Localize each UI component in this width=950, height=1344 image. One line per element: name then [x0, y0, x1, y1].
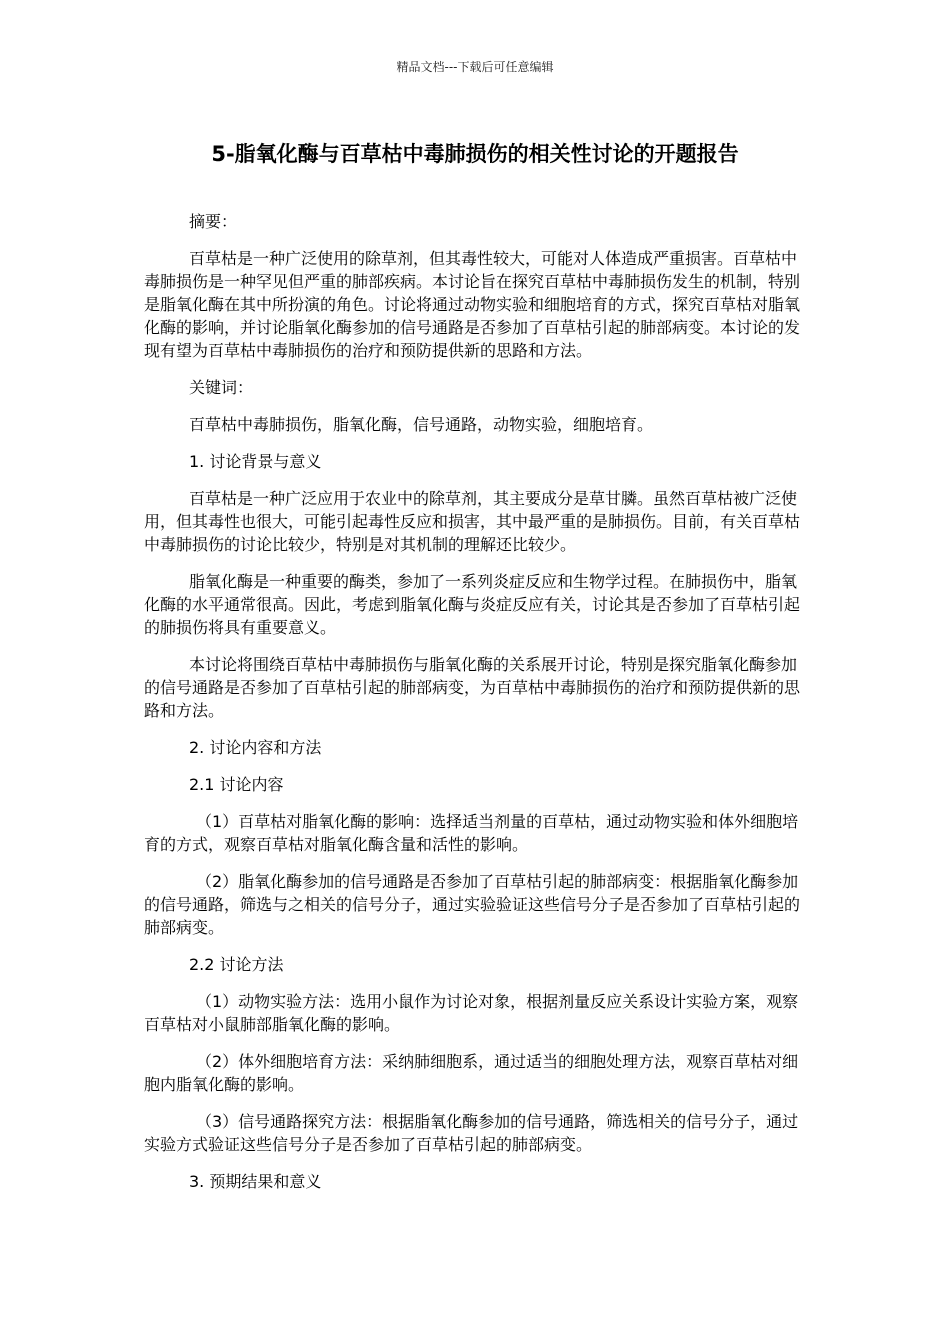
section-heading: 1. 讨论背景与意义	[189, 452, 322, 471]
list-item: （1）百草枯对脂氧化酶的影响：选择适当剂量的百草枯，通过动物实验和体外细胞培育的方式，观察百草枯对脂氧化酶含量和活性的影响。	[144, 812, 799, 854]
list-item: （3）信号通路探究方法：根据脂氧化酶参加的信号通路，筛选相关的信号分子，通过实验方式验证这些信号分子是否参加了百草枯引起的肺部病变。	[144, 1112, 799, 1154]
body-paragraph: 百草枯是一种广泛应用于农业中的除草剂，其主要成分是草甘膦。虽然百草枯被广泛使用，但其毒性也很大，可能引起毒性反应和损害，其中最严重的是肺损伤。目前，有关百草枯中毒肺损伤的讨论比较少，特别是对其机制的理解还比较少。	[144, 489, 801, 554]
body-paragraph: 脂氧化酶是一种重要的酶类，参加了一系列炎症反应和生物学过程。在肺损伤中，脂氧化酶的水平通常很高。因此，考虑到脂氧化酶与炎症反应有关，讨论其是否参加了百草枯引起的肺损伤将具有重要意义。	[144, 572, 801, 637]
keywords-label: 关键词：	[189, 378, 254, 397]
page-header: 精品文档---下载后可任意编辑	[396, 60, 554, 74]
list-item: （1）动物实验方法：选用小鼠作为讨论对象，根据剂量反应关系设计实验方案，观察百草枯对小鼠肺部脂氧化酶的影响。	[144, 992, 799, 1034]
document-title: 5-脂氧化酶与百草枯中毒肺损伤的相关性讨论的开题报告	[211, 142, 739, 166]
list-item: （2）脂氧化酶参加的信号通路是否参加了百草枯引起的肺部病变：根据脂氧化酶参加的信号通路，筛选与之相关的信号分子，通过实验验证这些信号分子是否参加了百草枯引起的肺部病变。	[144, 872, 801, 937]
abstract-label: 摘要：	[189, 212, 238, 231]
keywords-paragraph: 百草枯中毒肺损伤，脂氧化酶，信号通路，动物实验，细胞培育。	[189, 415, 654, 434]
document-body	[144, 210, 809, 1207]
subsection-heading: 2.1 讨论内容	[189, 775, 284, 794]
list-item: （2）体外细胞培育方法：采纳肺细胞系，通过适当的细胞处理方法，观察百草枯对细胞内脂氧化酶的影响。	[144, 1052, 799, 1094]
subsection-heading: 2.2 讨论方法	[189, 955, 284, 974]
section-heading: 2. 讨论内容和方法	[189, 738, 322, 757]
section-heading: 3. 预期结果和意义	[189, 1172, 322, 1191]
body-paragraph: 本讨论将围绕百草枯中毒肺损伤与脂氧化酶的关系展开讨论，特别是探究脂氧化酶参加的信号通路是否参加了百草枯引起的肺部病变，为百草枯中毒肺损伤的治疗和预防提供新的思路和方法。	[144, 655, 801, 720]
abstract-paragraph: 百草枯是一种广泛使用的除草剂，但其毒性较大，可能对人体造成严重损害。百草枯中毒肺损伤是一种罕见但严重的肺部疾病。本讨论旨在探究百草枯中毒肺损伤发生的机制，特别是脂氧化酶在其中所扮演的角色。讨论将通过动物实验和细胞培育的方式，探究百草枯对脂氧化酶的影响，并讨论脂氧化酶参加的信号通路是否参加了百草枯引起的肺部病变。本讨论的发现有望为百草枯中毒肺损伤的治疗和预防提供新的思路和方法。	[144, 249, 801, 360]
